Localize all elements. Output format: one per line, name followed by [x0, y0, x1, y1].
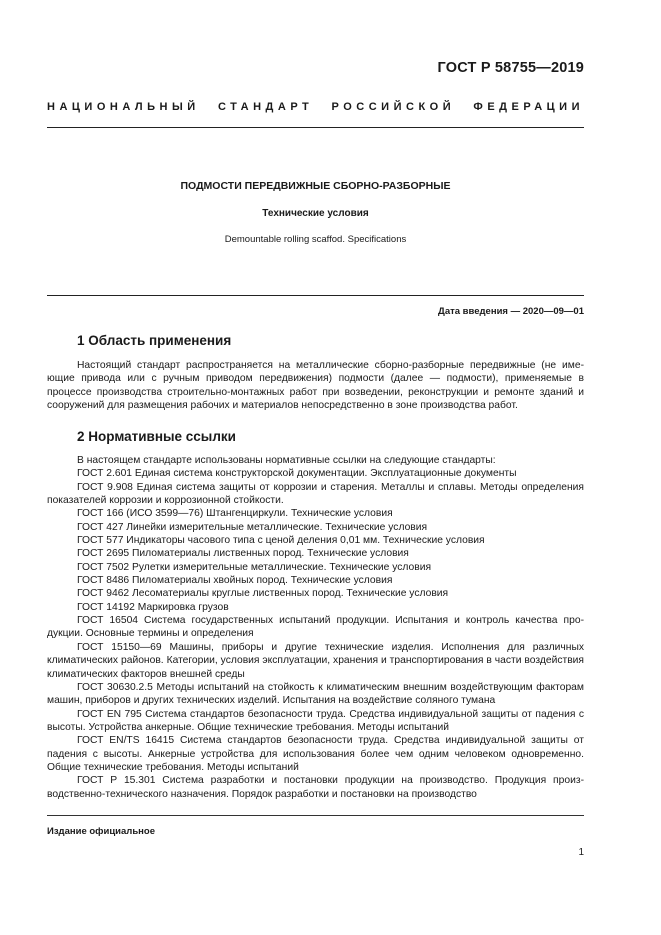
document-english-title: Demountable rolling scaffod. Specifications	[224, 234, 407, 245]
reference-item: ГОСТ EN/TS 16415 Система стандартов безопасности труда. Средства индивидуальной защиты от падения с высоты. Анкерные устройства для использования более чем одним человеком одновременно. Общие технические требования. Методы испытаний	[47, 735, 584, 773]
reference-item: ГОСТ 577 Индикаторы часового типа с ценой деления 0,01 мм. Технические условия	[77, 535, 485, 547]
reference-item: ГОСТ 166 (ИСО 3599—76) Штангенциркули. Технические условия	[77, 508, 393, 520]
page-number: 1	[578, 847, 584, 858]
reference-item: ГОСТ 2.601 Единая система конструкторской документации. Эксплуатационные документы	[77, 468, 517, 480]
reference-paragraph: В настоящем стандарте использованы нормативные ссылки на следующие стандарты:	[77, 455, 496, 466]
section-1-body	[47, 359, 584, 412]
title-rule-bottom	[47, 295, 584, 296]
reference-item: ГОСТ 427 Линейки измерительные металлические. Технические условия	[77, 521, 428, 533]
footer-rule	[47, 815, 584, 816]
reference-item: ГОСТ 9462 Лесоматериалы круглые лиственных пород. Технические условия	[77, 588, 449, 600]
introduction-date: Дата введения — 2020—09—01	[438, 306, 584, 317]
section-2-heading: 2 Нормативные ссылки	[77, 429, 236, 444]
reference-item: ГОСТ EN 795 Система стандартов безопасности труда. Средства индивидуальной защиты от падения с высоты. Устройства анкерные. Общие технические требования. Методы испытаний	[47, 708, 584, 733]
document-subtitle: Технические условия	[262, 208, 369, 219]
section-1-heading: 1 Область применения	[77, 333, 232, 348]
reference-item: ГОСТ 14192 Маркировка грузов	[77, 601, 229, 613]
reference-item: ГОСТ 7502 Рулетки измерительные металлические. Технические условия	[77, 561, 432, 573]
reference-item: ГОСТ 16504 Система государственных испытаний продукции. Испытания и контроль качества продукции. Основные термины и определения	[47, 615, 584, 640]
reference-item: ГОСТ Р 15.301 Система разработки и постановки продукции на производство. Продукция производственно-технического назначения. Порядок разработки и постановки на производство	[47, 775, 584, 800]
section-1-paragraph: Настоящий стандарт распространяется на металлические сборно-разборные передвижные (не имеющие привода или с ручным приводом передвижения) подмости (далее — подмости), применяемые в процессе производства строительно-монтажных работ при возведении, реконструкции и ремонте зданий и сооружений для размещения рабочих и материалов непосредственно в зоне производства работ.	[47, 360, 584, 412]
official-edition-label: Издание официальное	[47, 826, 155, 837]
national-standard-banner: НАЦИОНАЛЬНЫЙ СТАНДАРТ РОССИЙСКОЙ ФЕДЕРАЦИИ	[47, 101, 584, 113]
reference-item: ГОСТ 9.908 Единая система защиты от коррозии и старения. Металлы и сплавы. Методы определения показателей коррозии и коррозионной стойкости.	[47, 481, 584, 507]
reference-item: ГОСТ 8486 Пиломатериалы хвойных пород. Технические условия	[77, 575, 393, 587]
section-2-references	[47, 454, 584, 801]
reference-item: ГОСТ 2695 Пиломатериалы лиственных пород. Технические условия	[77, 548, 409, 560]
document-title: ПОДМОСТИ ПЕРЕДВИЖНЫЕ СБОРНО-РАЗБОРНЫЕ	[180, 180, 451, 192]
reference-item: ГОСТ 15150—69 Машины, приборы и другие технические изделия. Исполнения для различных климатических районов. Категории, условия эксплуатации, хранения и транспортирования в части воздействия климатических факторов внешней среды	[47, 641, 584, 680]
header-rule-top	[47, 127, 584, 128]
reference-item: ГОСТ 30630.2.5 Методы испытаний на стойкость к климатическим внешним воздействующим факторам машин, приборов и других технических изделий. Испытания на воздействие соляного тумана	[47, 681, 584, 707]
standard-number: ГОСТ Р 58755—2019	[437, 60, 584, 76]
